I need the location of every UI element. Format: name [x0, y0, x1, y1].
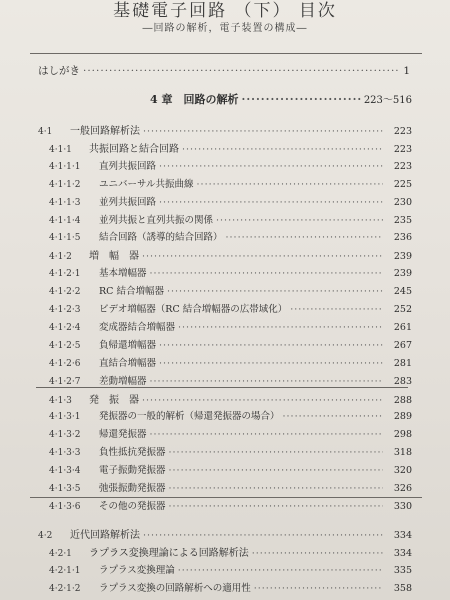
chapter-label: 4 章 回路の解析 [150, 93, 239, 106]
toc-entry-page: 239 [393, 268, 412, 280]
toc-entry-title: 直列共振回路 [99, 160, 157, 172]
leader-dots [159, 358, 383, 369]
toc-entry-title: 弛張振動発振器 [99, 483, 166, 494]
toc-entry [49, 391, 412, 409]
toc-entry-title: 負帰還増幅器 [99, 339, 157, 351]
toc-entry-number: 4·1·3 [49, 395, 72, 406]
leader-dots [197, 179, 383, 190]
leader-dots [283, 411, 383, 422]
leader-dots [290, 304, 383, 315]
leader-dots [169, 465, 383, 476]
leader-dots [167, 286, 383, 297]
toc-entry [49, 462, 412, 480]
toc-entry-page: 334 [393, 529, 412, 541]
toc-entry-title: 負性抵抗発振器 [99, 447, 166, 459]
toc-entry-number: 4·1·1·5 [49, 233, 81, 244]
toc-entry-title: 電子振動発振器 [99, 465, 166, 477]
toc-entry-number: 4·1·1 [49, 144, 72, 155]
toc-entry-title: ラプラス変換理論による回路解析法 [89, 547, 249, 559]
toc-entry-number: 4·1·1·4 [49, 215, 81, 226]
toc-entry [49, 212, 412, 230]
toc-entry-number: 4·1·3·5 [49, 484, 81, 494]
leader-dots [142, 251, 383, 262]
toc-entry-title: ビデオ増幅器（RC 結合増幅器の広帯域化） [99, 304, 288, 315]
toc-entry-page: 223 [393, 160, 412, 172]
toc-entry [49, 408, 412, 426]
toc-entry [49, 140, 412, 158]
toc-entry-page: 289 [393, 411, 412, 423]
toc-entry-number: 4·1·3·6 [49, 501, 81, 512]
leader-dots [169, 447, 383, 458]
leader-dots [216, 215, 383, 226]
toc-entry-number: 4·1·2·4 [49, 322, 81, 333]
toc-entry-title: ラプラス変換理論 [99, 564, 175, 576]
toc-entry-page: 283 [393, 375, 412, 387]
toc-entry-number: 4·1·2·5 [49, 340, 81, 351]
toc-entry-title: 帰還発振器 [99, 429, 147, 441]
toc-entry [49, 355, 412, 373]
toc-entry-number: 4·1·1·2 [49, 179, 81, 190]
toc-entry-title: 共振回路と結合回路 [89, 143, 179, 155]
toc-entry [49, 544, 412, 562]
toc-entry-title: RC 結合増幅器 [99, 286, 164, 298]
toc-entry [49, 480, 412, 498]
page-title: 基礎電子回路 （下） 目次 [113, 1, 337, 21]
toc-entry-page: 318 [393, 447, 412, 459]
toc-entry-page: 267 [393, 339, 412, 351]
toc-entry-page: 281 [393, 357, 412, 369]
toc-entry-page: 358 [393, 582, 412, 594]
toc-entry-title: 結合回路（誘導的結合回路） [99, 232, 223, 244]
toc-entry-page: 245 [393, 286, 412, 298]
leader-dots [142, 395, 383, 406]
toc-entry-page: 236 [393, 232, 412, 244]
toc-entry [49, 158, 412, 176]
toc-entry-title: その他の発振器 [99, 500, 166, 512]
leader-dots [252, 548, 383, 559]
toc-entry [49, 426, 412, 444]
leader-dots [178, 322, 383, 333]
toc-entry-number: 4·2·1·2 [49, 583, 81, 594]
toc-entry-title: 変成器結合増幅器 [99, 321, 176, 333]
toc-entry-title: 基本増幅器 [99, 268, 147, 280]
toc-entry-page: 320 [393, 465, 412, 477]
toc-entry-page: 326 [393, 483, 412, 494]
toc-entry [49, 301, 412, 319]
toc-entry-page: 330 [393, 500, 412, 512]
toc-entry-title: 差動増幅器 [99, 375, 147, 387]
leader-dots [169, 483, 383, 494]
toc-entry-title: 一般回路解析法 [70, 126, 140, 137]
leader-dots [150, 429, 383, 440]
toc-entry-page: 334 [393, 547, 412, 559]
leader-dots [159, 161, 383, 172]
toc-entry-number: 4·1·2·1 [49, 269, 81, 280]
toc-entry-title: 増 幅 器 [89, 251, 139, 263]
toc-entry-number: 4·1·3·4 [49, 466, 81, 477]
toc-entry-title: 発振器の一般的解析（帰還発振器の場合） [99, 411, 280, 423]
leader-dots [226, 232, 383, 243]
toc-entry-page: 298 [393, 429, 412, 441]
toc-entry-page: 239 [393, 251, 412, 263]
page-subtitle: ―回路の解析，電子装置の構成― [142, 23, 308, 34]
toc-entry-page: 252 [393, 304, 412, 315]
leader-dots [178, 565, 383, 576]
toc-entry [38, 526, 412, 544]
toc-entry-number: 4·2·1·1 [49, 565, 81, 576]
toc-entry-number: 4·1·2·6 [49, 358, 81, 369]
toc-entry-page: 335 [393, 564, 412, 576]
toc-entry-number: 4·1·2·2 [49, 287, 81, 298]
toc-entry-number: 4·1·2 [49, 252, 72, 263]
toc-entry [38, 122, 412, 140]
toc-entry-number: 4·2·1 [49, 548, 72, 559]
leader-dots [143, 530, 383, 541]
leader-dots [169, 501, 383, 512]
toc-entry-number: 4·1·3·3 [49, 448, 81, 459]
leader-dots [254, 583, 383, 594]
toc-entry-page: 235 [393, 214, 412, 226]
leader-dots [182, 144, 383, 155]
toc-entry [49, 319, 412, 337]
toc-entry [49, 444, 412, 462]
toc-entry [49, 194, 412, 212]
toc-entry [49, 229, 412, 247]
toc-entry-number: 4·1·3·1 [49, 412, 81, 423]
toc-entry-title: 並列共振と直列共振の関係 [99, 214, 214, 226]
toc-entry-number: 4·1·2·3 [49, 305, 81, 315]
toc-entry-number: 4·1·2·7 [49, 376, 81, 387]
toc-entry-page: 230 [393, 196, 412, 208]
toc-entry-title: 並列共振回路 [99, 196, 157, 208]
pencil-mark [36, 387, 408, 388]
toc-entry-title: 発 振 器 [89, 394, 139, 406]
toc-entry-number: 4·2 [38, 530, 53, 541]
toc-entry-page: 288 [393, 394, 412, 406]
leader-dots [150, 268, 383, 279]
toc-entry-title: 近代回路解析法 [70, 529, 140, 541]
chapter-page-range: 223～516 [363, 95, 412, 106]
toc-entry-number: 4·1·3·2 [49, 430, 81, 441]
toc-entry-page: 225 [393, 178, 412, 190]
toc-entry-page: 261 [393, 321, 412, 333]
toc-entry-number: 4·1·1·3 [49, 197, 81, 208]
leader-dots [159, 340, 383, 351]
toc-entry [49, 265, 412, 283]
toc-entry [49, 498, 412, 516]
toc-entry [49, 337, 412, 355]
toc-entry-number: 4·1·1·1 [49, 161, 81, 172]
toc-entry-number: 4·1 [38, 127, 53, 137]
section-rule [30, 497, 422, 498]
toc-entry-page: 223 [393, 126, 412, 137]
toc-entry-title: 直結合増幅器 [99, 357, 157, 369]
toc-entry [49, 176, 412, 194]
toc-entry-title: ラプラス変換の回路解析への適用性 [99, 582, 251, 594]
toc-entry [49, 247, 412, 265]
toc-entry [49, 562, 412, 580]
leader-dots [159, 197, 383, 208]
leader-dots [143, 126, 383, 137]
toc-entry-title: ユニバーサル共振曲線 [99, 178, 194, 190]
toc-entry [49, 283, 412, 301]
toc-entry-page: 223 [393, 143, 412, 155]
preface-label: はしがき [38, 65, 80, 77]
toc-entry [49, 580, 412, 598]
preface-page: 1 [403, 65, 410, 77]
leader-dots [150, 376, 383, 387]
